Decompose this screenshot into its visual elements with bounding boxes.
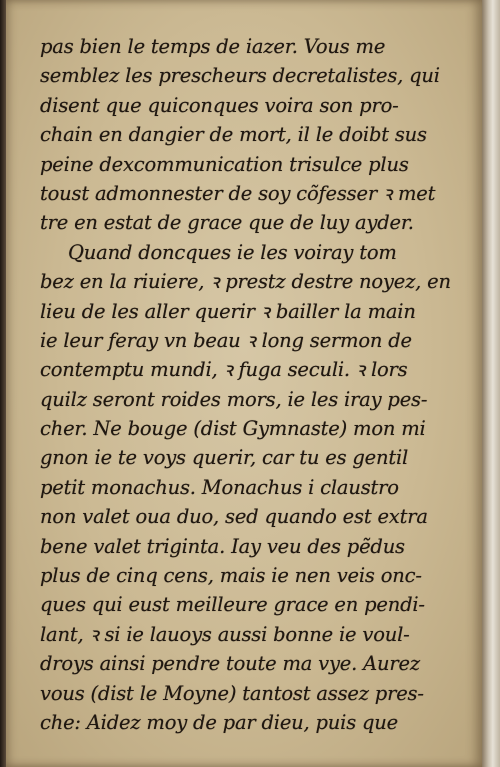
text-line-7: tre en estat de grace que de luy ayder. <box>40 211 414 235</box>
text-line-4: chain en dangier de mort, il le doibt sus <box>40 123 427 147</box>
text-line-2: semblez les prescheurs decretalistes, qui <box>40 64 440 88</box>
text-line-6: toust admonnester de soy cõfesser ꝛ met <box>40 181 436 205</box>
text-line-20: ques qui eust meilleure grace en pendi- <box>40 593 425 617</box>
text-line-18: bene valet triginta. Iay veu des pẽdus <box>40 534 405 558</box>
text-line-11: ie leur feray vn beau ꝛ long sermon de <box>40 328 412 352</box>
text-line-8: Quand doncques ie les voiray tom <box>68 240 397 264</box>
text-line-23: vous (dist le Moyne) tantost assez pres- <box>40 681 424 705</box>
text-line-1: pas bien le temps de iazer. Vous me <box>40 35 386 58</box>
text-line-21: lant, ꝛ si ie lauoys aussi bonne ie voul- <box>40 622 410 646</box>
page-edge <box>482 0 500 767</box>
text-line-14: cher. Ne bouge (dist Gymnaste) mon mi <box>40 417 426 441</box>
text-line-12: contemptu mundi, ꝛ fuga seculi. ꝛ lors <box>40 358 408 382</box>
text-line-16: petit monachus. Monachus i claustro <box>40 475 399 499</box>
book-page <box>6 0 482 767</box>
text-line-10: lieu de les aller querir ꝛ bailler la main <box>40 299 416 323</box>
text-line-19: plus de cinq cens, mais ie nen veis onc- <box>40 564 422 588</box>
text-line-17: non valet oua duo, sed quando est extra <box>40 505 428 529</box>
page-text <box>40 32 468 737</box>
text-line-22: droys ainsi pendre toute ma vye. Aurez <box>40 652 420 676</box>
text-line-13: quilz seront roides mors, ie les iray pes- <box>40 387 428 411</box>
text-line-15: gnon ie te voys querir, car tu es gentil <box>40 446 409 470</box>
text-line-24: che: Aidez moy de par dieu, puis que <box>40 710 398 734</box>
text-line-9: bez en la riuiere, ꝛ prestz destre noyez, en <box>40 270 451 294</box>
text-line-5: peine dexcommunication trisulce plus <box>40 152 409 176</box>
text-line-3: disent que quiconques voira son pro- <box>40 93 399 117</box>
